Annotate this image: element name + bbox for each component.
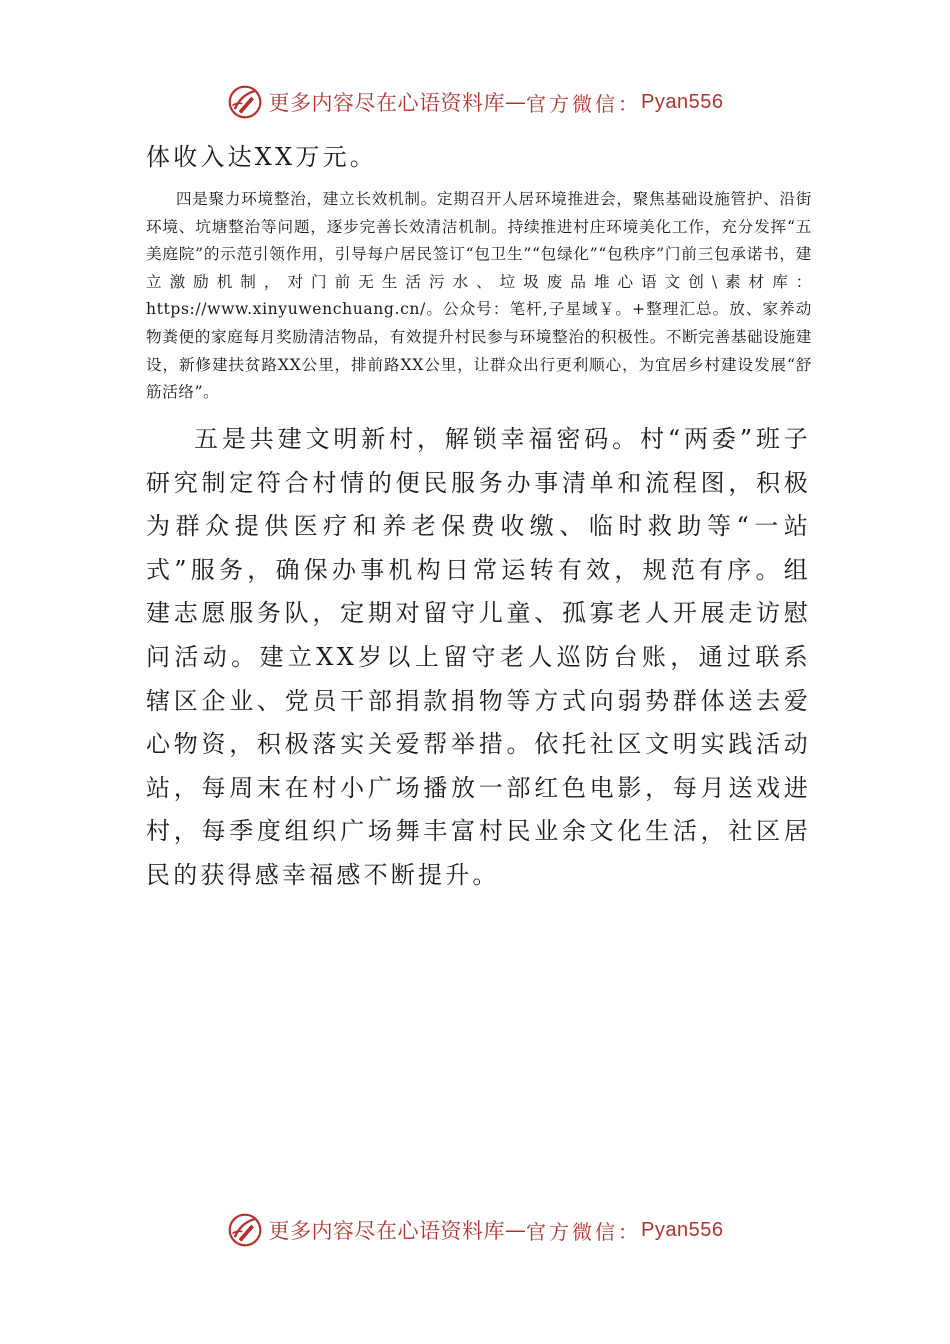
paragraph-5: 五是共建文明新村，解锁幸福密码。村“两委”班子研究制定符合村情的便民服务办事清单和流程图，积极为群众提供医疗和养老保费收缴、临时救助等“一站式”服务，确保办事机构日常运转有效，规范有序。组建志愿服务队，定期对留守儿童、孤寡老人开展走访慰问活动。建立XX岁以上留守老人巡防台账，通过联系辖区企业、党员干部捐款捐物等方式向弱势群体送去爱心物资，积极落实关爱帮举措。依托社区文明实践活动站，每周末在村小广场播放一部红色电影，每月送戏进村，每季度组织广场舞丰富村民业余文化生活，社区居民的获得感幸福感不断提升。 <box>146 425 811 889</box>
banner-wechat-id: Pyan556 <box>641 1218 724 1241</box>
pen-logo-icon <box>227 84 263 120</box>
pen-logo-icon <box>227 1212 263 1248</box>
banner-slogan: 更多内容尽在心语资料库 <box>268 91 506 115</box>
banner-wechat-label: 官方微信： <box>526 91 642 116</box>
banner-wechat-id: Pyan556 <box>641 90 724 113</box>
paragraph-4: 四是聚力环境整治，建立长效机制。定期召开人居环境推进会，聚焦基础设施管护、沿街环境、坑塘整治等问题，逐步完善长效清洁机制。持续推进村庄环境美化工作，充分发挥“五美庭院”的示范引领作用，引导每户居民签订“包卫生”“包绿化”“包秩序”门前三包承诺书，建立激励机制，对门前无生活污水、垃圾废品堆心语文创\素材库：https://www.xinyuwenchuang.cn/。公众号：笔杆,子星域￥。+整理汇总。放、家养动物粪便的家庭每月奖励清洁物品，有效提升村民参与环境整治的积极性。不断完善基础设施建设，新修建扶贫路XX公里，排前路XX公里，让群众出行更利顺心，为宜居乡村建设发展“舒筋活络”。 <box>146 190 812 402</box>
banner-wechat-label: 官方微信： <box>526 1219 642 1244</box>
banner-separator: — <box>505 1218 527 1242</box>
footer-banner <box>0 1208 950 1252</box>
continuation-line: 体收入达XX万元。 <box>146 143 377 171</box>
header-banner <box>0 80 950 124</box>
banner-slogan: 更多内容尽在心语资料库 <box>268 1219 506 1243</box>
banner-separator: — <box>505 90 527 114</box>
